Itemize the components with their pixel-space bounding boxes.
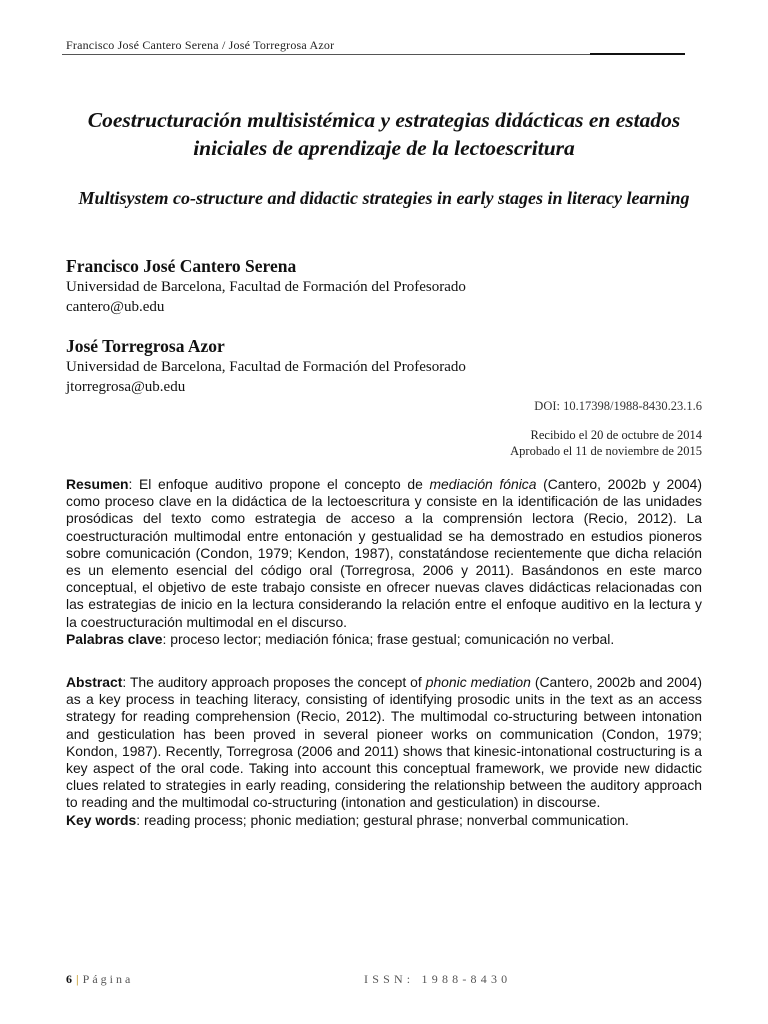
header-rule-accent xyxy=(590,53,685,55)
title-spanish: Coestructuración multisistémica y estrategias didácticas en estados iniciales de aprendizaje de la lectoescritura xyxy=(87,108,681,160)
page-word: Página xyxy=(82,972,134,986)
resumen-keywords-label: Palabras clave xyxy=(66,630,163,647)
resumen-keywords xyxy=(66,631,702,648)
author-block-2 xyxy=(66,335,706,397)
author-email[interactable]: cantero@ub.edu xyxy=(66,299,165,315)
submission-dates xyxy=(510,427,702,459)
abstract-section xyxy=(66,674,702,829)
abstract-keywords-label: Key words xyxy=(66,811,137,828)
resumen-label: Resumen xyxy=(66,476,129,492)
abstract-term: phonic mediation xyxy=(425,674,531,690)
abstract-text-1: : The auditory approach proposes the concept of xyxy=(122,674,426,690)
footer-issn: ISSN: 1988-8430 xyxy=(364,972,512,986)
author-affiliation: Universidad de Barcelona, Facultad de Formación del Profesorado xyxy=(66,279,466,295)
author-affiliation: Universidad de Barcelona, Facultad de Formación del Profesorado xyxy=(66,359,466,375)
received-date: Recibido el 20 de octubre de 2014 xyxy=(530,428,702,442)
author-block-1 xyxy=(66,255,706,317)
title-english: Multisystem co-structure and didactic strategies in early stages in literacy learning xyxy=(78,188,690,208)
resumen-text-2: (Cantero, 2002b y 2004) como proceso clave en la didáctica de la lectoescritura y consiste en la identificación de las unidades prosódicas del texto como estrategia de acceso a la comprensión lectora (Recio, 2012). La coestructuración multimodal entre entonación y gestualidad se ha demostrado en estudios pioneros sobre comunicación (Condon, 1979; Kendon, 1987), constatándose recientemente que dicha relación es un elemento esencial del código oral (Torregrosa, 2006 y 2011). Basándonos en este marco conceptual, el objetivo de este trabajo consiste en ofrecer nuevas claves didácticas relacionadas con las estrategias de inicio en la lectura considerando la relación entre el enfoque auditivo en la lectura y la coestructuración multimodal en el discurso. xyxy=(66,476,702,630)
resumen-text-1: : El enfoque auditivo propone el concepto de xyxy=(128,476,430,492)
footer-separator: | xyxy=(76,972,79,986)
author-email[interactable]: jtorregrosa@ub.edu xyxy=(66,379,186,395)
page-number: 6 xyxy=(66,972,72,986)
resumen-section xyxy=(66,476,702,648)
abstract-keywords-text: : reading process; phonic mediation; gestural phrase; nonverbal communication. xyxy=(136,811,629,828)
abstract-text-2: (Cantero, 2002b and 2004) as a key process in teaching literacy, consisting of identifying prosodic units in the text as an access strategy for reading comprehension (Recio, 2012). The multimodal co-structuring between intonation and gesticulation has been proved in several pioneer works on communication (Condon, 1979; Kondon, 1987). Recently, Torregrosa (2006 and 2011) shows that kinesic-intonational costructuring is a key aspect of the oral code. Taking into account this conceptual framework, we provide new didactic clues related to strategies in early reading, considering the relationship between the auditory approach to reading and the multimodal co-structuring (intonation and gesticulation) in discourse. xyxy=(66,674,703,811)
approved-date: Aprobado el 11 de noviembre de 2015 xyxy=(510,444,702,458)
abstract-label: Abstract xyxy=(66,674,123,690)
doi-link[interactable]: DOI: 10.17398/1988-8430.23.1.6 xyxy=(534,399,702,413)
resumen-keywords-text: : proceso lector; mediación fónica; frase gestual; comunicación no verbal. xyxy=(162,630,615,647)
resumen-term: mediación fónica xyxy=(429,476,537,492)
footer-page-number xyxy=(66,972,133,987)
abstract-keywords xyxy=(66,812,702,829)
resumen-paragraph xyxy=(66,476,702,631)
running-head: Francisco José Cantero Serena / José Torregrosa Azor xyxy=(66,38,335,52)
author-name: José Torregrosa Azor xyxy=(66,336,225,356)
abstract-paragraph xyxy=(66,674,702,812)
author-name: Francisco José Cantero Serena xyxy=(66,256,297,276)
